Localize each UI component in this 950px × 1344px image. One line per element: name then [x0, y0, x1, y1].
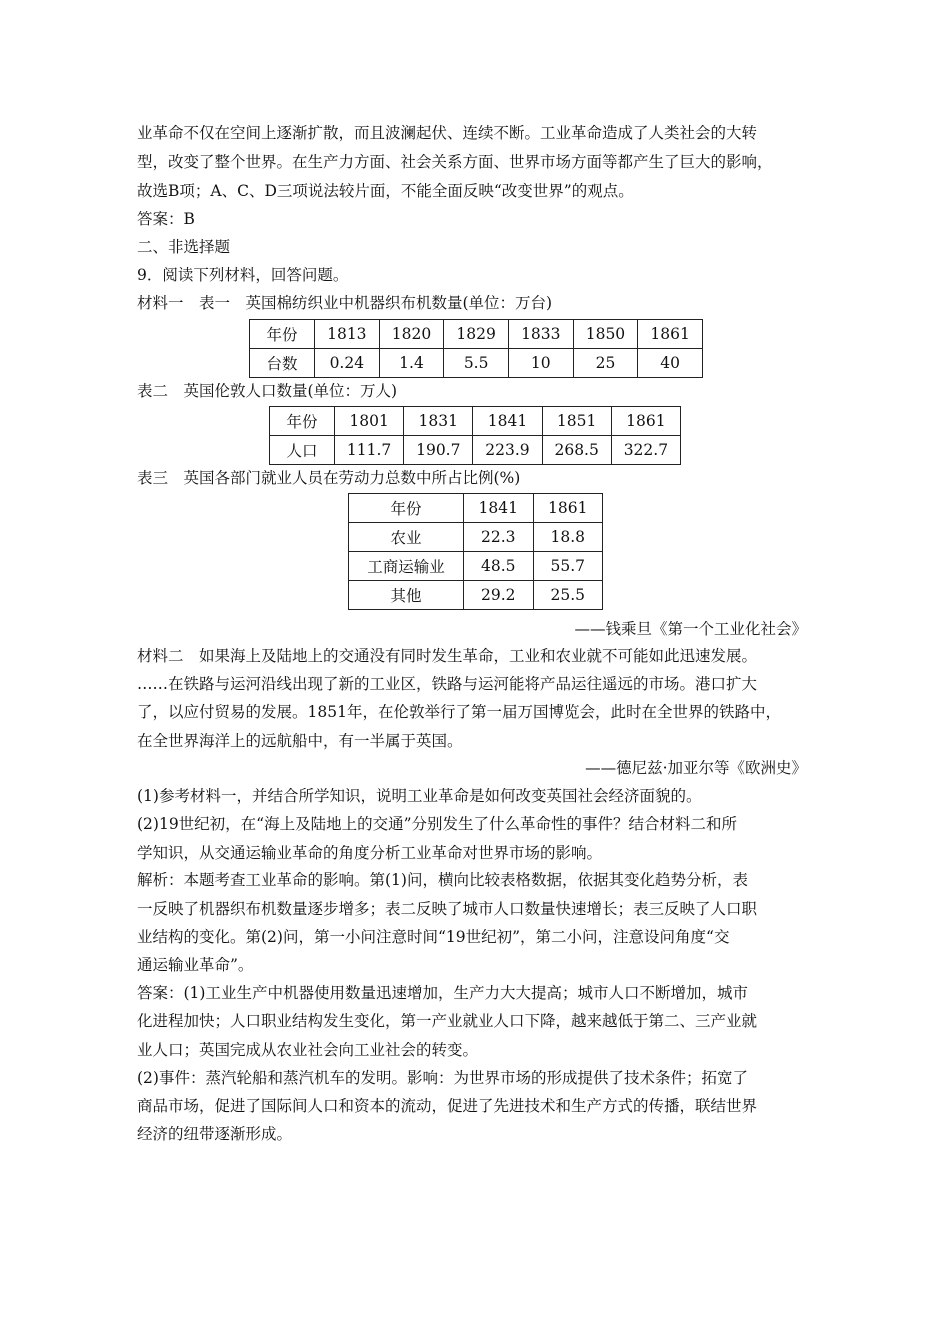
text-line: (1)参考材料一，并结合所学知识，说明工业革命是如何改变英国社会经济面貌的。	[137, 787, 702, 805]
table-cell: 322.7	[611, 436, 680, 465]
text-line: 故选B项；A、C、D三项说法较片面，不能全面反映“改变世界”的观点。	[137, 182, 634, 200]
table-cell: 1813	[315, 320, 380, 349]
text-line: 学知识，从交通运输业革命的角度分析工业革命对世界市场的影响。	[137, 844, 603, 862]
table-cell: 1850	[573, 320, 638, 349]
table-cell: 5.5	[444, 349, 509, 378]
table-cell: 1851	[542, 407, 611, 436]
text-line: 解析：本题考查工业革命的影响。第(1)问，横向比较表格数据，依据其变化趋势分析，表	[137, 871, 748, 889]
answer-line: 答案：B	[137, 210, 195, 228]
table1-loom-count	[249, 319, 703, 378]
table-cell: 25.5	[533, 581, 603, 610]
text-line: 经济的纽带逐渐形成。	[137, 1125, 293, 1143]
text-line: 业人口；英国完成从农业社会向工业社会的转变。	[137, 1041, 479, 1059]
table-cell: 18.8	[533, 523, 603, 552]
table-cell: 29.2	[464, 581, 534, 610]
table1-caption: 材料一 表一 英国棉纺织业中机器织布机数量(单位：万台)	[137, 294, 553, 312]
text-line: 答案：(1)工业生产中机器使用数量迅速增加，生产力大大提高；城市人口不断增加，城市	[137, 984, 748, 1002]
table-row	[270, 407, 681, 436]
table-cell: 1841	[473, 407, 542, 436]
source-citation: ——钱乘旦《第一个工业化社会》	[574, 620, 807, 638]
table-cell: 190.7	[404, 436, 473, 465]
table-cell: 1861	[611, 407, 680, 436]
source-citation: ——德尼兹·加亚尔等《欧洲史》	[585, 759, 807, 777]
table-cell: 1833	[508, 320, 573, 349]
table2-london-population	[269, 406, 681, 465]
table-cell: 40	[638, 349, 703, 378]
table-cell: 22.3	[464, 523, 534, 552]
table-cell: 25	[573, 349, 638, 378]
table-cell: 48.5	[464, 552, 534, 581]
table-row	[349, 523, 603, 552]
table-cell: 人口	[270, 436, 335, 465]
table-row	[250, 320, 703, 349]
text-line: 商品市场，促进了国际间人口和资本的流动，促进了先进技术和生产方式的传播，联结世界	[137, 1097, 758, 1115]
table-cell: 其他	[349, 581, 464, 610]
table-cell: 年份	[349, 494, 464, 523]
text-line: 通运输业革命”。	[137, 956, 254, 974]
table-cell: 0.24	[315, 349, 380, 378]
text-line: (2)事件：蒸汽轮船和蒸汽机车的发明。影响：为世界市场的形成提供了技术条件；拓宽了	[137, 1069, 748, 1087]
text-line: 了，以应付贸易的发展。1851年，在伦敦举行了第一届万国博览会，此时在全世界的铁路中，	[137, 703, 781, 721]
text-line: 一反映了机器织布机数量逐步增多；表二反映了城市人口数量快速增长；表三反映了人口职	[137, 900, 758, 918]
table3-caption: 表三 英国各部门就业人员在劳动力总数中所占比例(%)	[137, 469, 521, 487]
table-row	[349, 494, 603, 523]
question-title: 9．阅读下列材料，回答问题。	[137, 266, 349, 284]
table-row	[270, 436, 681, 465]
text-line: 业结构的变化。第(2)问，第一小问注意时间“19世纪初”，第二小问，注意设问角度“交	[137, 928, 730, 946]
table3-employment-share	[348, 493, 603, 610]
table-row	[250, 349, 703, 378]
table-cell: 年份	[270, 407, 335, 436]
text-line: 化进程加快；人口职业结构发生变化，第一产业就业人口下降，越来越低于第二、三产业就	[137, 1012, 758, 1030]
table-cell: 年份	[250, 320, 315, 349]
table-cell: 1829	[444, 320, 509, 349]
text-line: 型，改变了整个世界。在生产力方面、社会关系方面、世界市场方面等都产生了巨大的影响，	[137, 153, 773, 171]
table-cell: 55.7	[533, 552, 603, 581]
table-cell: 111.7	[335, 436, 404, 465]
table-cell: 1.4	[379, 349, 444, 378]
text-line: ……在铁路与运河沿线出现了新的工业区，铁路与运河能将产品运往遥远的市场。港口扩大	[137, 675, 758, 693]
table-cell: 1841	[464, 494, 534, 523]
section-heading: 二、非选择题	[137, 238, 231, 256]
table-cell: 1820	[379, 320, 444, 349]
table-cell: 223.9	[473, 436, 542, 465]
text-line: 材料二 如果海上及陆地上的交通没有同时发生革命，工业和农业就不可能如此迅速发展。	[137, 647, 758, 665]
table2-caption: 表二 英国伦敦人口数量(单位：万人)	[137, 382, 398, 400]
table-cell: 268.5	[542, 436, 611, 465]
text-line: 在全世界海洋上的远航船中，有一半属于英国。	[137, 732, 463, 750]
table-cell: 1801	[335, 407, 404, 436]
table-cell: 1861	[638, 320, 703, 349]
text-line: (2)19世纪初，在“海上及陆地上的交通”分别发生了什么革命性的事件？结合材料二和所	[137, 815, 738, 833]
table-cell: 台数	[250, 349, 315, 378]
table-cell: 1861	[533, 494, 603, 523]
table-row	[349, 581, 603, 610]
table-row	[349, 552, 603, 581]
text-line: 业革命不仅在空间上逐渐扩散，而且波澜起伏、连续不断。工业革命造成了人类社会的大转	[137, 124, 758, 142]
table-cell: 工商运输业	[349, 552, 464, 581]
table-cell: 1831	[404, 407, 473, 436]
table-cell: 农业	[349, 523, 464, 552]
table-cell: 10	[508, 349, 573, 378]
